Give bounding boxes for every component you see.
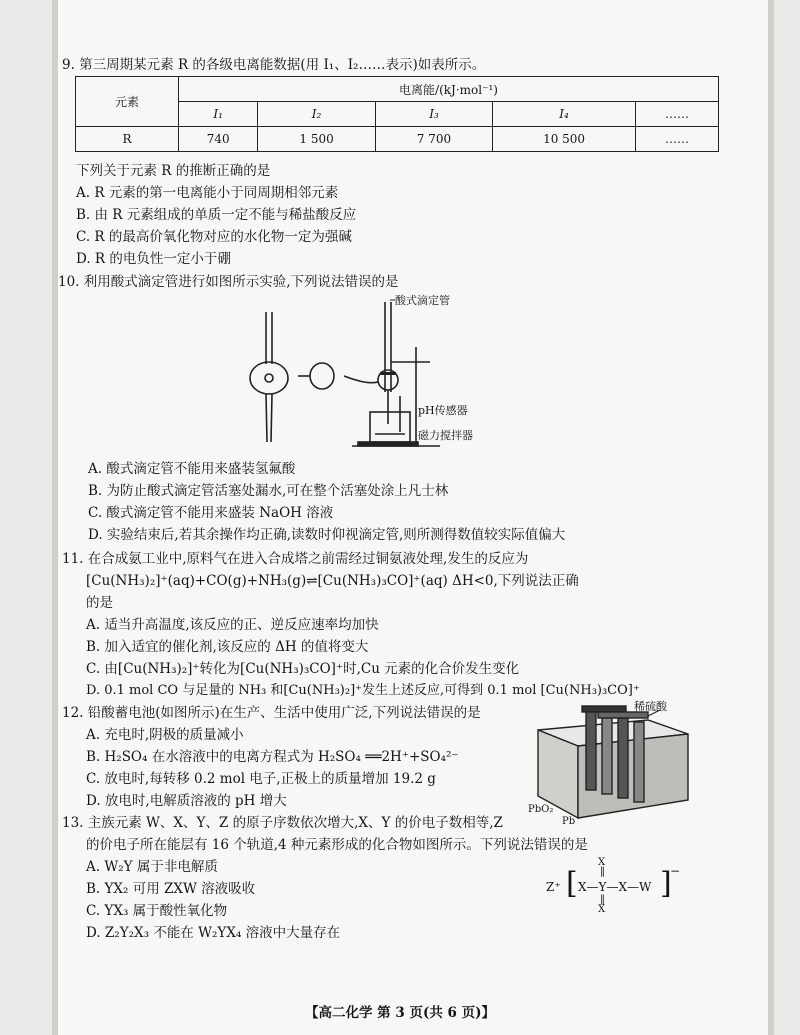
- formula-top-x: X: [598, 857, 606, 868]
- q11-line1: 11. 在合成氨工业中,原料气在进入合成塔之前需经过铜氨液处理,发生的反应为: [62, 551, 529, 567]
- q13-line2: 的价电子所在能层有 16 个轨道,4 种元素形成的化合物如图所示。下列说法错误的是: [86, 837, 588, 853]
- table-energy-header: 电离能/(kJ·mol⁻¹): [179, 77, 719, 102]
- pb-label: Pb: [562, 816, 576, 827]
- page-footer: 【高二化学 第 3 页(共 6 页)】: [304, 1005, 496, 1021]
- q10-option-c: C. 酸式滴定管不能用来盛装 NaOH 溶液: [88, 505, 334, 521]
- table-cell: 10 500: [493, 127, 636, 152]
- ph-sensor-label: pH传感器: [418, 404, 468, 417]
- q10-option-a: A. 酸式滴定管不能用来盛装氢氟酸: [88, 461, 296, 477]
- formula-charge: −: [670, 864, 681, 878]
- q9-option-a: A. R 元素的第一电离能小于同周期相邻元素: [76, 185, 339, 201]
- table-col-header: I₁: [179, 102, 258, 127]
- q11-line3: 的是: [86, 595, 113, 611]
- table-cell: ……: [635, 127, 718, 152]
- table-cell: 7 700: [375, 127, 492, 152]
- formula-double-bond-bottom: ‖: [600, 894, 605, 905]
- q10-stem: 10. 利用酸式滴定管进行如图所示实验,下列说法错误的是: [58, 274, 399, 290]
- table-col-header: I₄: [493, 102, 636, 127]
- formula-double-bond-top: ‖: [600, 866, 605, 877]
- ionization-table: [75, 76, 719, 152]
- q13-option-c: C. YX₃ 属于酸性氧化物: [86, 903, 228, 919]
- q13-option-b: B. YX₂ 可用 ZXW 溶液吸收: [86, 881, 256, 897]
- burette-label: 酸式滴定管: [395, 294, 450, 307]
- table-col-header: I₂: [258, 102, 375, 127]
- formula-bottom-x: X: [598, 904, 606, 915]
- q13-option-a: A. W₂Y 属于非电解质: [86, 859, 218, 875]
- pbo2-label: PbO₂: [528, 804, 554, 815]
- formula-bracket-left: [: [566, 866, 578, 901]
- table-row-label: R: [76, 127, 179, 152]
- q12-option-d: D. 放电时,电解质溶液的 pH 增大: [86, 793, 287, 809]
- q9-question: 下列关于元素 R 的推断正确的是: [76, 163, 271, 179]
- page-edge-right: [768, 0, 774, 1035]
- q9-option-b: B. 由 R 元素组成的单质一定不能与稀盐酸反应: [76, 207, 357, 223]
- q10-option-b: B. 为防止酸式滴定管活塞处漏水,可在整个活塞处涂上凡士林: [88, 483, 449, 499]
- q10-option-d: D. 实验结束后,若其余操作均正确,读数时仰视滴定管,则所测得数值较实际值偏大: [88, 527, 566, 543]
- q9-option-d: D. R 的电负性一定小于硼: [76, 251, 231, 267]
- q11-option-d: D. 0.1 mol CO 与足量的 NH₃ 和[Cu(NH₃)₂]⁺发生上述反应,可得到 0.1 mol [Cu(NH₃)₃CO]⁺: [86, 683, 640, 698]
- table-col-header: I₃: [375, 102, 492, 127]
- table-col-header: ……: [635, 102, 718, 127]
- q12-stem: 12. 铅酸蓄电池(如图所示)在生产、生活中使用广泛,下列说法错误的是: [62, 705, 481, 721]
- q11-line2: [Cu(NH₃)₂]⁺(aq)+CO(g)+NH₃(g)⇌[Cu(NH₃)₃CO]⁺(aq) ΔH<0,下列说法正确: [86, 573, 579, 589]
- table-cell: 740: [179, 127, 258, 152]
- page-edge-left: [52, 0, 58, 1035]
- q12-option-b: B. H₂SO₄ 在水溶液中的电离方程式为 H₂SO₄ ══2H⁺+SO₄²⁻: [86, 749, 459, 765]
- formula-chain: X—Y—X—W: [578, 880, 652, 894]
- formula-bracket-right: ]: [660, 866, 672, 901]
- titration-figure: [240, 292, 540, 458]
- formula-cation: Z⁺: [546, 880, 561, 894]
- q13-line1: 13. 主族元素 W、X、Y、Z 的原子序数依次增大,X、Y 的价电子数相等,Z: [62, 815, 503, 831]
- q12-option-c: C. 放电时,每转移 0.2 mol 电子,正极上的质量增加 19.2 g: [86, 771, 436, 787]
- acid-label: 稀硫酸: [634, 700, 667, 713]
- battery-figure: [528, 700, 698, 830]
- q9-stem: 9. 第三周期某元素 R 的各级电离能数据(用 I₁、I₂……表示)如表所示。: [62, 57, 486, 73]
- stirrer-label: 磁力搅拌器: [418, 429, 473, 442]
- q11-option-a: A. 适当升高温度,该反应的正、逆反应速率均加快: [86, 617, 379, 633]
- q11-option-c: C. 由[Cu(NH₃)₂]⁺转化为[Cu(NH₃)₃CO]⁺时,Cu 元素的化合价发生变化: [86, 661, 520, 677]
- q9-option-c: C. R 的最高价氧化物对应的水化物一定为强碱: [76, 229, 352, 245]
- table-cell: 1 500: [258, 127, 375, 152]
- q11-option-b: B. 加入适宜的催化剂,该反应的 ΔH 的值将变大: [86, 639, 369, 655]
- q12-option-a: A. 充电时,阴极的质量减小: [86, 727, 244, 743]
- table-element-header: 元素: [76, 77, 179, 127]
- q13-option-d: D. Z₂Y₂X₃ 不能在 W₂YX₄ 溶液中大量存在: [86, 925, 341, 941]
